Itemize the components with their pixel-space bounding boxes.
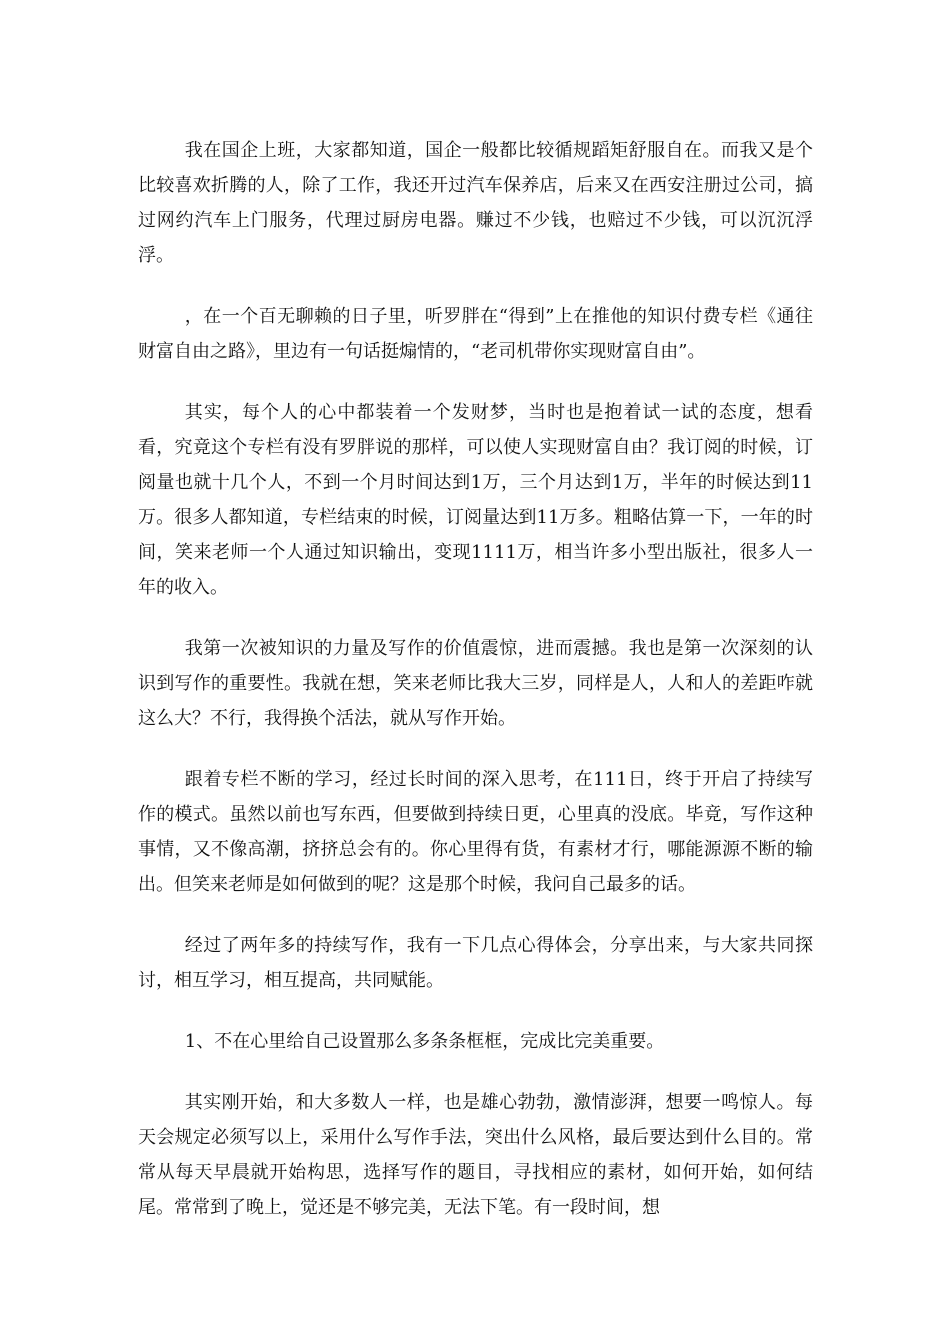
document-body [138, 133, 813, 1225]
paragraph: 我在国企上班，大家都知道，国企一般都比较循规蹈矩舒服自在。而我又是个比较喜欢折腾的人，除了工作，我还开过汽车保养店，后来又在西安注册过公司，搞过网约汽车上门服务，代理过厨房电器。赚过不少钱，也赔过不少钱，可以沉沉浮浮。 [138, 140, 813, 266]
paragraph: 其实，每个人的心中都装着一个发财梦，当时也是抱着试一试的态度，想看看，究竟这个专栏有没有罗胖说的那样，可以使人实现财富自由？我订阅的时候，订阅量也就十几个人，不到一个月时间达到1万，三个月达到1万，半年的时候达到11万。很多人都知道，专栏结束的时候，订阅量达到11万多。粗略估算一下，一年的时间，笑来老师一个人通过知识输出，变现1111万，相当许多小型出版社，很多人一年的收入。 [138, 402, 813, 598]
paragraph: 跟着专栏不断的学习，经过长时间的深入思考，在111日，终于开启了持续写作的模式。虽然以前也写东西，但要做到持续日更，心里真的没底。毕竟，写作这种事情，又不像高潮，挤挤总会有的。你心里得有货，有素材才行，哪能源源不断的输出。但笑来老师是如何做到的呢？这是那个时候，我问自己最多的话。 [138, 769, 813, 895]
paragraph: 经过了两年多的持续写作，我有一下几点心得体会，分享出来，与大家共同探讨，相互学习，相互提高，共同赋能。 [138, 935, 813, 991]
numbered-heading: 1、不在心里给自己设置那么多条条框框，完成比完美重要。 [184, 1031, 665, 1052]
paragraph: 其实刚开始，和大多数人一样，也是雄心勃勃，激情澎湃，想要一鸣惊人。每天会规定必须写以上，采用什么写作手法，突出什么风格，最后要达到什么目的。常常从每天早晨就开始构思，选择写作的题目，寻找相应的素材，如何开始，如何结尾。常常到了晚上，觉还是不够完美，无法下笔。有一段时间，想 [138, 1092, 813, 1218]
paragraph: 我第一次被知识的力量及写作的价值震惊，进而震撼。我也是第一次深刻的认识到写作的重要性。我就在想，笑来老师比我大三岁，同样是人，人和人的差距咋就这么大？不行，我得换个活法，就从写作开始。 [138, 638, 813, 729]
paragraph: ，在一个百无聊赖的日子里，听罗胖在“得到”上在推他的知识付费专栏《通往财富自由之路》，里边有一句话挺煽情的，“老司机带你实现财富自由”。 [138, 306, 813, 362]
